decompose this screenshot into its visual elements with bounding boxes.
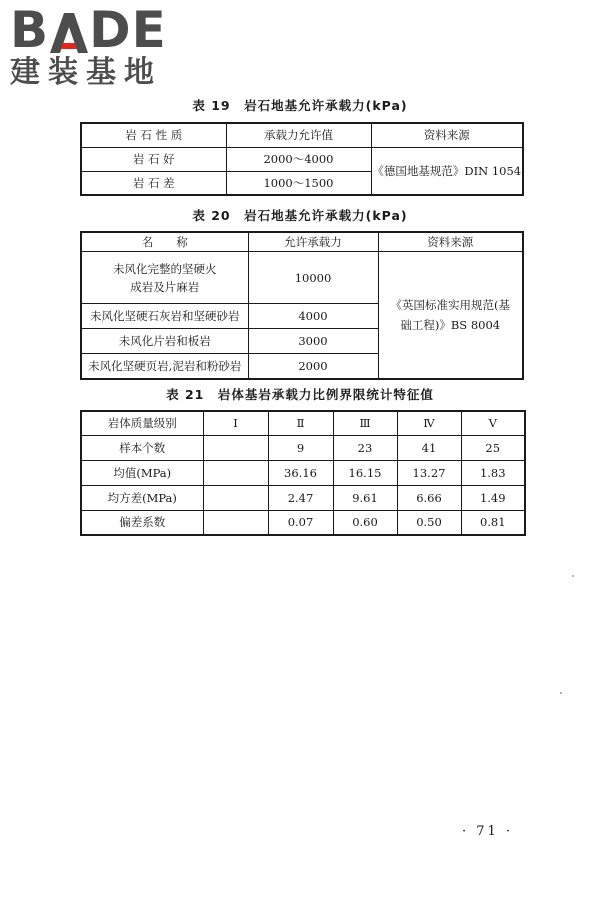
table-row [81, 147, 523, 171]
table20-header-cell: 资料来源 [378, 232, 523, 252]
scan-speck [560, 692, 562, 694]
table19-cell: 岩 石 差 [81, 171, 226, 195]
table-row [81, 510, 525, 535]
table21-cell: 1.83 [461, 460, 525, 485]
table21-cell [203, 460, 268, 485]
logo-a-mark [50, 10, 88, 50]
table19-source-cell: 《德国地基规范》DIN 1054 [371, 147, 523, 195]
table20-caption: 表 20 岩石地基允许承载力(kPa) [192, 208, 408, 223]
table19-header-cell: 资料来源 [371, 123, 523, 147]
table21-cell: 均值(MPa) [81, 460, 203, 485]
logo-subtitle: 建装基地 [10, 55, 162, 90]
table21-cell: 13.27 [397, 460, 461, 485]
table20-cell: 未风化完整的坚硬火 成岩及片麻岩 [81, 252, 248, 304]
table20-cell: 4000 [248, 304, 378, 329]
table20-source-cell: 《英国标准实用规范(基础工程)》BS 8004 [378, 252, 523, 379]
table-row [81, 460, 525, 485]
table21-header-cell: Ⅴ [461, 411, 525, 435]
table21-cell: 均方差(MPa) [81, 485, 203, 510]
table21-cell: 16.15 [333, 460, 397, 485]
table-row [81, 435, 525, 460]
table21-header-cell: Ⅲ [333, 411, 397, 435]
table20-cell: 3000 [248, 329, 378, 354]
table20-cell: 10000 [248, 252, 378, 304]
table19-caption: 表 19 岩石地基允许承载力(kPa) [192, 98, 408, 113]
table21-cell: 偏差系数 [81, 510, 203, 535]
logo-letters-de: DE [89, 1, 167, 59]
scan-speck [572, 575, 574, 577]
logo-wordmark [10, 1, 180, 59]
table21-cell: 23 [333, 435, 397, 460]
table19 [80, 122, 524, 196]
bade-logo [10, 1, 180, 90]
table21-cell: 25 [461, 435, 525, 460]
table21-cell: 9 [268, 435, 333, 460]
table21-cell [203, 485, 268, 510]
table20-cell: 未风化片岩和板岩 [81, 329, 248, 354]
logo-a-icon [50, 13, 88, 53]
table-row [81, 485, 525, 510]
table20-header-row [81, 232, 523, 252]
table19-header-row [81, 123, 523, 147]
table21-header-cell: 岩体质量级别 [81, 411, 203, 435]
table21-cell: 6.66 [397, 485, 461, 510]
table20-cell: 未风化坚硬页岩,泥岩和粉砂岩 [81, 354, 248, 379]
table21-cell: 2.47 [268, 485, 333, 510]
page-number: · 71 · [462, 824, 514, 839]
table19-header-cell: 承载力允许值 [226, 123, 371, 147]
table19-header-cell: 岩 石 性 质 [81, 123, 226, 147]
table21-header-cell: Ⅳ [397, 411, 461, 435]
table21-cell: 样本个数 [81, 435, 203, 460]
table19-cell: 2000～4000 [226, 147, 371, 171]
table21-cell: 41 [397, 435, 461, 460]
table20-cell: 2000 [248, 354, 378, 379]
table20-header-cell: 允许承载力 [248, 232, 378, 252]
table20-header-cell: 名 称 [81, 232, 248, 252]
table21 [80, 410, 526, 536]
table21-cell: 1.49 [461, 485, 525, 510]
table19-cell: 岩 石 好 [81, 147, 226, 171]
table21-cell: 0.07 [268, 510, 333, 535]
table21-cell: 9.61 [333, 485, 397, 510]
table-row [81, 252, 523, 304]
table21-cell [203, 510, 268, 535]
table21-cell: 0.81 [461, 510, 525, 535]
table21-cell: 0.50 [397, 510, 461, 535]
table21-header-row [81, 411, 525, 435]
table21-cell: 0.60 [333, 510, 397, 535]
logo-letter-b: B [10, 1, 50, 59]
table21-caption: 表 21 岩体基岩承载力比例界限统计特征值 [166, 387, 434, 402]
table20-cell: 未风化坚硬石灰岩和坚硬砂岩 [81, 304, 248, 329]
table19-cell: 1000～1500 [226, 171, 371, 195]
table20 [80, 231, 524, 380]
table21-header-cell: Ⅱ [268, 411, 333, 435]
table21-cell [203, 435, 268, 460]
table21-header-cell: Ⅰ [203, 411, 268, 435]
table21-cell: 36.16 [268, 460, 333, 485]
